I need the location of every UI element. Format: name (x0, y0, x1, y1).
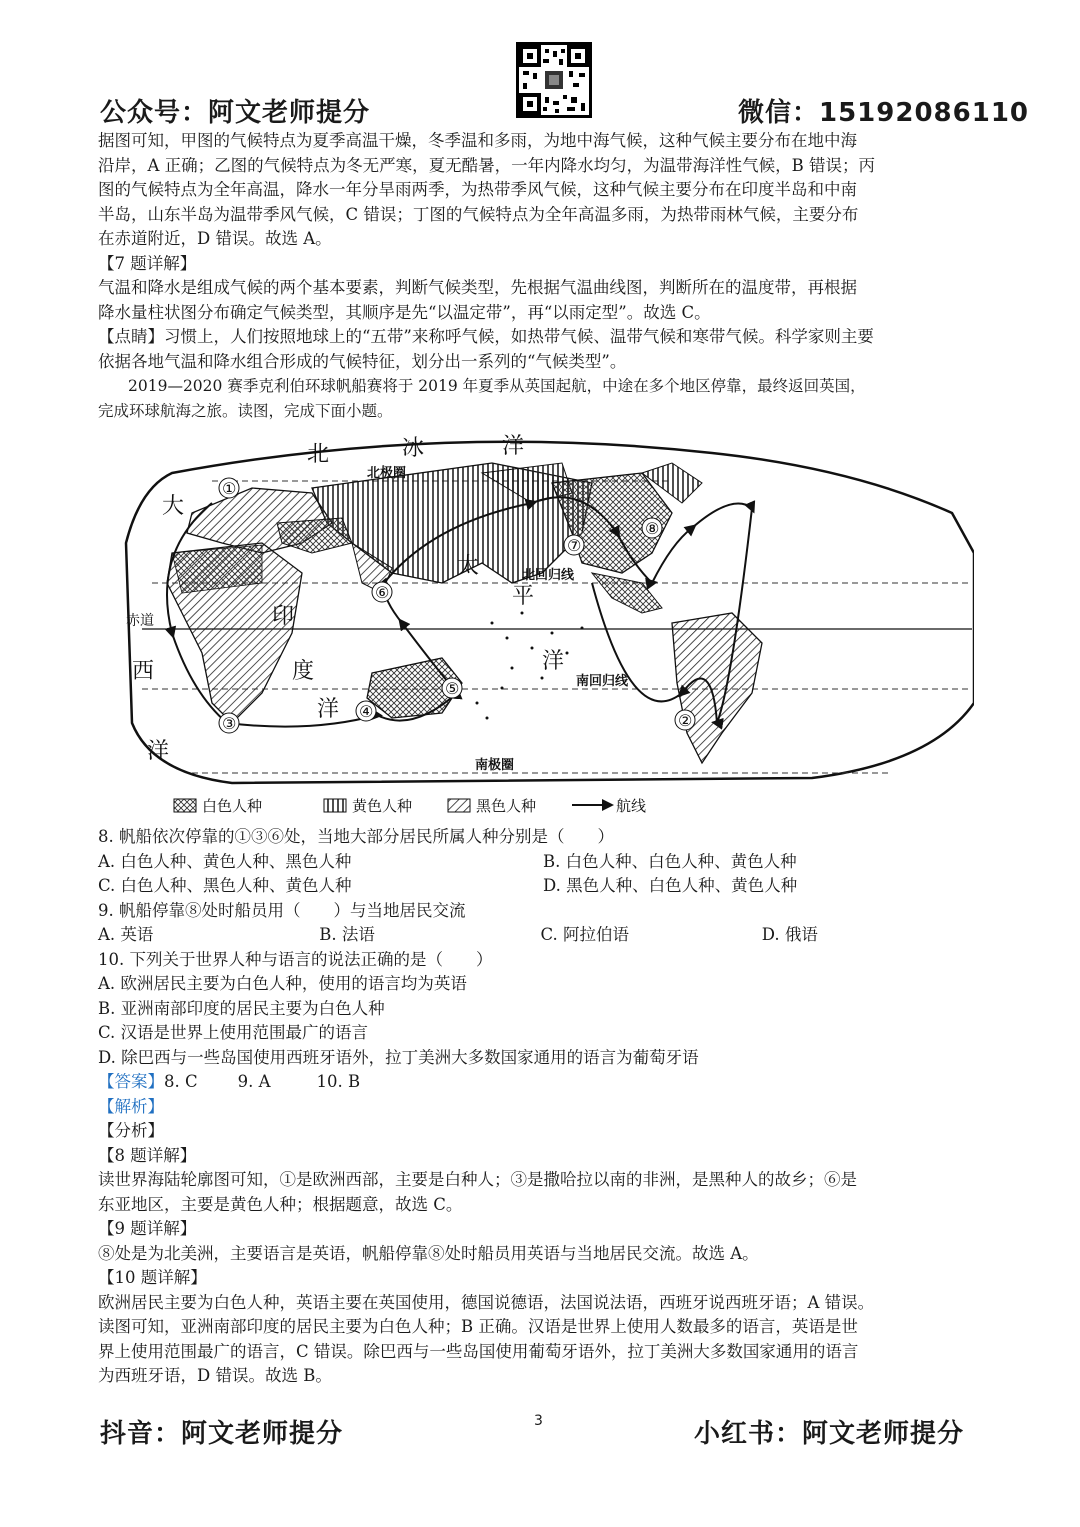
analysis-label: 【解析】 (98, 1096, 164, 1116)
answer-label: 【答案】 (98, 1072, 164, 1091)
legend-label: 白色人种 (202, 797, 263, 815)
stop-marker: ⑦ (567, 536, 582, 555)
ocean-label: 北 (307, 442, 330, 467)
ocean-label: 洋 (317, 697, 340, 722)
q10-option-a: A. 欧洲居民主要为白色人种，使用的语言均为英语 (98, 974, 467, 993)
q9-option-a: A. 英语 (98, 925, 154, 944)
intro-line: 半岛，山东半岛为温带季风气候，C 错误；丁图的气候特点为全年高温多雨，为热带雨林气候，主要分布 (98, 204, 859, 224)
intro-line: 沿岸，A 正确；乙图的气候特点为冬无严寒，夏无酷暑，一年内降水均匀，为温带海洋性气候，B 错误；丙 (98, 155, 876, 175)
stop-marker: ⑧ (645, 519, 660, 538)
q8-detail-heading: 【8 题详解】 (98, 1145, 197, 1165)
q8-options-row (98, 850, 983, 875)
world-map (112, 433, 974, 819)
q7-heading: 【7 题详解】 (98, 253, 197, 273)
passage-line: 2019—2020 赛季克利伯环球帆船赛将于 2019 年夏季从英国起航，中途在多个地区停靠，最终返回英国， (128, 377, 866, 395)
stop-marker: ③ (222, 714, 237, 733)
q9-options-row (98, 923, 983, 948)
q10-detail-line: 读图可知，亚洲南部印度的居民主要为白色人种；B 正确。汉语是世界上使用人数最多的语言，英语是世 (98, 1317, 858, 1336)
q8-option-c: C. 白色人种、黑色人种、黄色人种 (98, 876, 352, 895)
q10-stem: 10. 下列关于世界人种与语言的说法正确的是（ ） (98, 949, 493, 969)
page-number: 3 (534, 1413, 543, 1429)
line-label: 北极圈 (367, 466, 407, 481)
questions-section (98, 825, 983, 1389)
footer-right: 小红书：阿文老师提分 (694, 1419, 965, 1449)
q10-detail-heading: 【10 题详解】 (98, 1268, 207, 1287)
intro-line: 据图可知，甲图的气候特点为夏季高温干燥，冬季温和多雨，为地中海气候，这种气候主要分布在地中海 (98, 131, 857, 150)
q10-detail-line: 为西班牙语，D 错误。故选 B。 (98, 1366, 332, 1385)
line-label: 南极圈 (475, 758, 515, 773)
q8-options-row (98, 874, 983, 899)
qr-code-icon (519, 45, 589, 115)
ocean-label: 印 (272, 604, 295, 629)
answer-row (98, 1070, 983, 1095)
footer-left: 抖音：阿文老师提分 (100, 1419, 344, 1449)
ocean-label: 度 (292, 659, 315, 684)
q9-detail-heading: 【9 题详解】 (98, 1219, 197, 1238)
stop-marker: ④ (359, 702, 374, 721)
intro-line: 在赤道附近，D 错误。故选 A。 (98, 229, 332, 248)
q7-tip-line: 【点睛】习惯上，人们按照地球上的“五带”来称呼气候，如热带气候、温带气候和寒带气候。科学家则主要 (98, 327, 874, 346)
world-map-figure (112, 433, 974, 819)
line-label: 南回归线 (576, 674, 629, 689)
ocean-label: 冰 (402, 436, 425, 461)
ocean-label: 太 (457, 554, 480, 579)
answer-9: 9. A (237, 1072, 271, 1091)
intro-line: 图的气候特点为全年高温，降水一年分旱雨两季，为热带季风气候，这种气候主要分布在印度半岛和中南 (98, 180, 857, 199)
legend-label: 航线 (616, 797, 647, 815)
passage-line: 完成环球航海之旅。读图，完成下面小题。 (98, 401, 393, 420)
ocean-label: 大 (162, 494, 185, 519)
q10-detail-line: 界上使用范围最广的语言，C 错误。除巴西与一些岛国使用葡萄牙语外，拉丁美洲大多数国家通用的语言 (98, 1341, 859, 1361)
q10-option-c: C. 汉语是世界上使用范围最广的语言 (98, 1023, 369, 1042)
q8-option-a: A. 白色人种、黄色人种、黑色人种 (98, 851, 352, 871)
q9-option-c: C. 阿拉伯语 (540, 925, 630, 944)
q8-option-d: D. 黑色人种、白色人种、黄色人种 (543, 876, 798, 895)
q8-detail-line: 读世界海陆轮廓图可知，①是欧洲西部，主要是白种人；③是撒哈拉以南的非洲，是黑种人的故乡；⑥是 (98, 1170, 857, 1189)
q7-tip-line: 依据各地气温和降水组合形成的气候特征，划分出一系列的“气候类型”。 (98, 351, 627, 371)
q7-line: 气温和降水是组成气候的两个基本要素，判断气候类型，先根据气温曲线图，判断所在的温度带，再根据 (98, 278, 857, 297)
q9-detail-line: ⑧处是为北美洲，主要语言是英语，帆船停靠⑧处时船员用英语与当地居民交流。故选 A。 (98, 1243, 759, 1263)
q8-stem: 8. 帆船依次停靠的①③⑥处，当地大部分居民所属人种分别是（ ） (98, 827, 614, 846)
answer-10: 10. B (316, 1072, 361, 1091)
q9-stem: 9. 帆船停靠⑧处时船员用（ ）与当地居民交流 (98, 900, 466, 920)
q10-option-d: D. 除巴西与一些岛国使用西班牙语外，拉丁美洲大多数国家通用的语言为葡萄牙语 (98, 1047, 699, 1067)
header-left: 公众号：阿文老师提分 (100, 98, 371, 128)
q8-detail-line: 东亚地区，主要是黄色人种；根据题意，故选 C。 (98, 1194, 463, 1214)
q7-line: 降水量柱状图分布确定气候类型，其顺序是先“以温定带”，再“以雨定型”。故选 C。 (98, 302, 711, 322)
line-label: 赤道 (126, 613, 154, 629)
stop-marker: ⑥ (375, 583, 390, 602)
intro-section (98, 129, 983, 423)
line-label: 北回归线 (522, 568, 575, 583)
legend-label: 黄色人种 (352, 797, 413, 815)
q8-option-b: B. 白色人种、白色人种、黄色人种 (543, 851, 797, 871)
q10-detail-line: 欧洲居民主要为白色人种，英语主要在英国使用，德国说德语，法国说法语，西班牙说西班牙语；A 错误。 (98, 1292, 875, 1312)
header-right: 微信：15192086110 (738, 98, 1029, 128)
stop-marker: ⑤ (445, 679, 460, 698)
stop-marker: ② (678, 711, 693, 730)
ocean-label: 洋 (502, 434, 525, 459)
ocean-label: 洋 (147, 739, 170, 764)
qr-code (516, 42, 592, 118)
fenxi-label: 【分析】 (98, 1121, 164, 1140)
stop-marker: ① (222, 479, 237, 498)
map-legend (174, 797, 646, 815)
ocean-label: 平 (512, 584, 535, 609)
legend-label: 黑色人种 (476, 797, 537, 815)
q9-option-d: D. 俄语 (761, 925, 818, 944)
q9-option-b: B. 法语 (319, 925, 375, 944)
answer-8: 8. C (164, 1072, 198, 1091)
ocean-label: 西 (132, 659, 155, 684)
q10-option-b: B. 亚洲南部印度的居民主要为白色人种 (98, 998, 385, 1018)
ocean-label: 洋 (542, 649, 565, 674)
